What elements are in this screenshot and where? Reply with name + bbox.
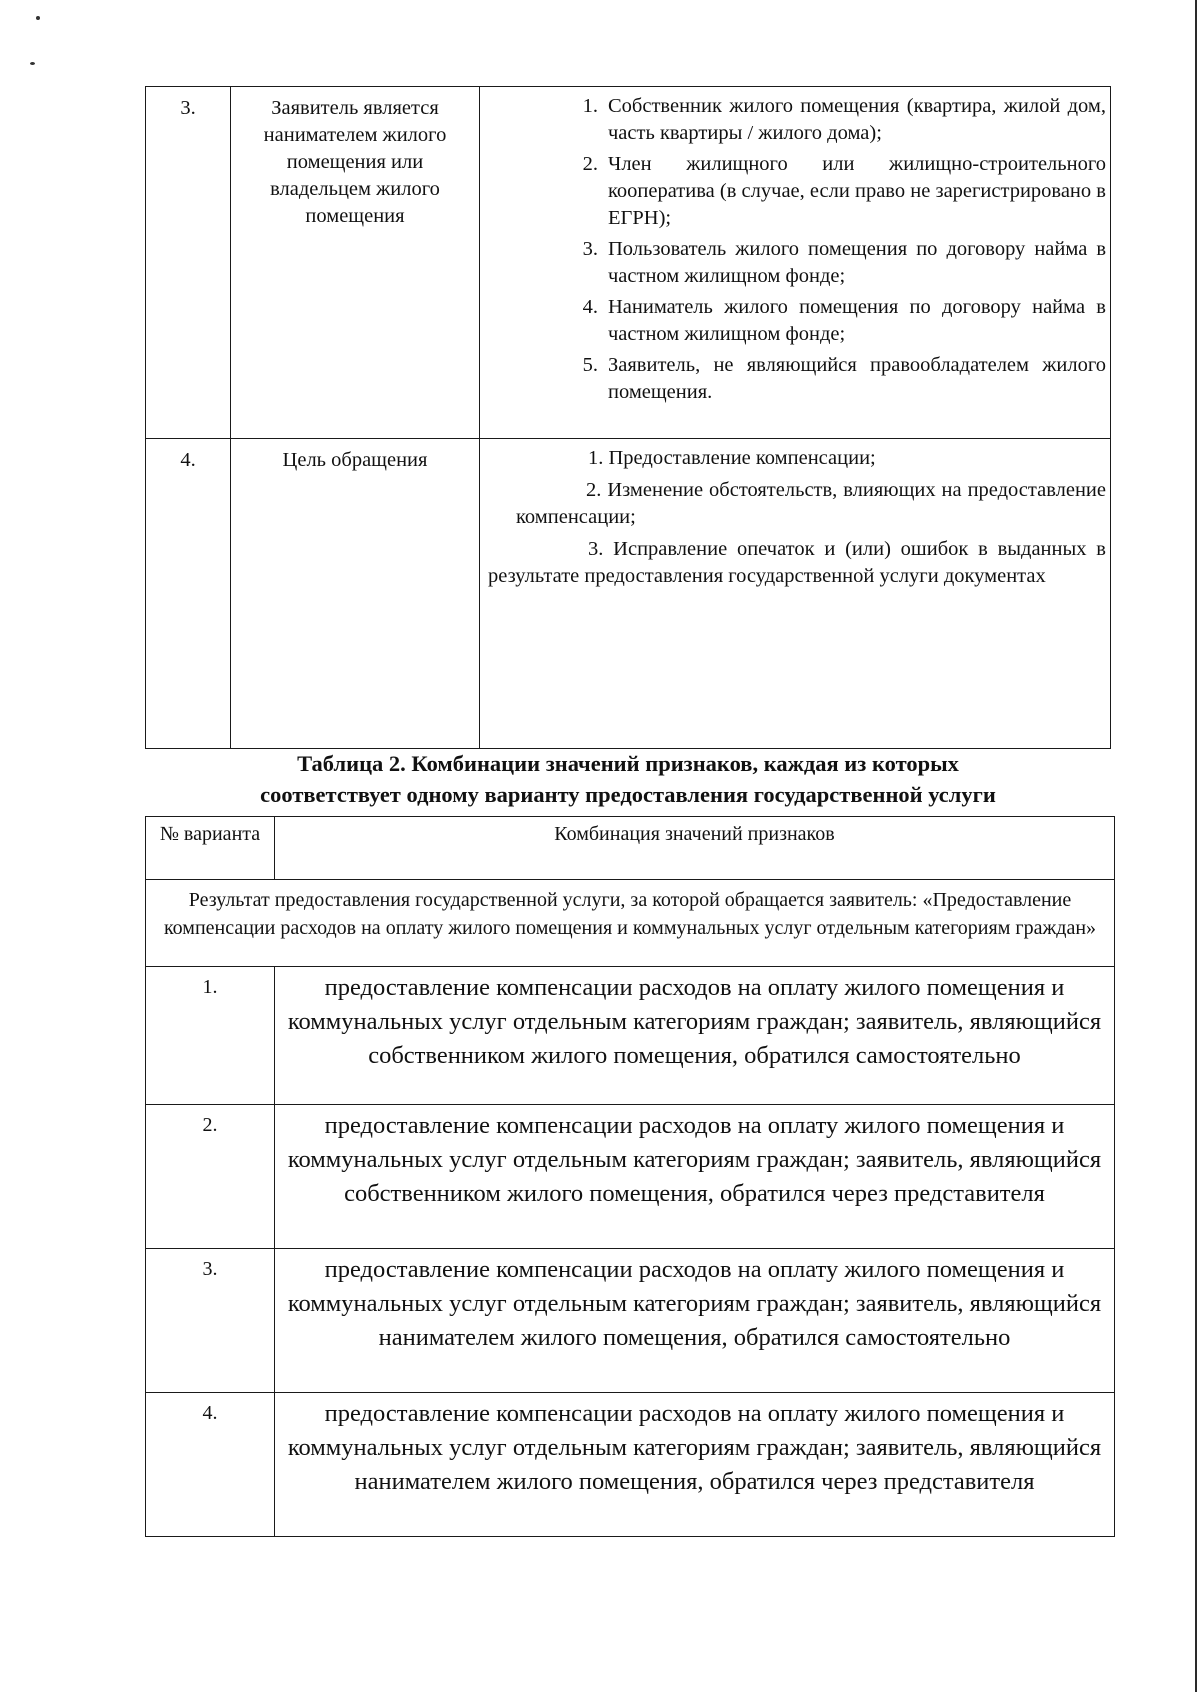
result-row: [146, 880, 1115, 967]
goal-item: 3. Исправление опечаток и (или) ошибок в выданных в результате предоставления государственной услуги документах: [488, 538, 1106, 587]
table-row: [146, 967, 1115, 1105]
variant-combination: предоставление компенсации расходов на оплату жилого помещения и коммунальных услуг отдельным категориям граждан; заявитель, являющийся собственником жилого помещения, обратился через представителя: [275, 1105, 1115, 1249]
combinations-table: [145, 816, 1115, 1537]
column-header-number: № варианта: [146, 817, 275, 880]
table-row: [146, 439, 1111, 749]
column-header-combination: Комбинация значений признаков: [275, 817, 1115, 880]
variant-combination: предоставление компенсации расходов на оплату жилого помещения и коммунальных услуг отдельным категориям граждан; заявитель, являющийся нанимателем жилого помещения, обратился через представителя: [275, 1393, 1115, 1537]
list-item: 3. Пользователь жилого помещения по договору найма в частном жилищном фонде;: [582, 238, 1106, 287]
table-row: [146, 1105, 1115, 1249]
goal-item: 2. Изменение обстоятельств, влияющих на предоставление компенсации;: [516, 479, 1106, 528]
attribute-values: [480, 439, 1111, 749]
service-result: Результат предоставления государственной услуги, за которой обращается заявитель: «Предоставление компенсации расходов на оплату жилого помещения и коммунальных услуг отдельным категориям граждан»: [146, 880, 1115, 967]
variant-number: 2.: [146, 1105, 275, 1249]
table-row: [146, 87, 1111, 439]
list-item: 2. Член жилищного или жилищно-строительного кооператива (в случае, если право не зарегистрировано в ЕГРН);: [582, 153, 1106, 229]
goal-item: 1. Предоставление компенсации;: [588, 447, 876, 469]
caption-line: соответствует одному варианту предоставления государственной услуги: [260, 782, 996, 807]
attribute-name: Цель обращения: [231, 439, 480, 749]
variant-number: 3.: [146, 1249, 275, 1393]
variant-combination: предоставление компенсации расходов на оплату жилого помещения и коммунальных услуг отдельным категориям граждан; заявитель, являющийся нанимателем жилого помещения, обратился самостоятельно: [275, 1249, 1115, 1393]
list-item: 5. Заявитель, не являющийся правообладателем жилого помещения.: [582, 354, 1106, 403]
row-number: 4.: [146, 439, 231, 749]
table-row: [146, 1249, 1115, 1393]
table-caption: [145, 748, 1111, 810]
list-item: 4. Наниматель жилого помещения по договору найма в частном жилищном фонде;: [582, 296, 1106, 345]
caption-line: Таблица 2. Комбинации значений признаков, каждая из которых: [297, 751, 959, 776]
header-row: [146, 817, 1115, 880]
table-row: [146, 1393, 1115, 1537]
attribute-name: Заявитель является нанимателем жилого помещения или владельцем жилого помещения: [231, 87, 480, 439]
row-number: 3.: [146, 87, 231, 439]
attributes-table: [145, 86, 1111, 749]
list-item: 1. Собственник жилого помещения (квартира, жилой дом, часть квартиры / жилого дома);: [582, 95, 1106, 144]
variant-combination: предоставление компенсации расходов на оплату жилого помещения и коммунальных услуг отдельным категориям граждан; заявитель, являющийся собственником жилого помещения, обратился самостоятельно: [275, 967, 1115, 1105]
variant-number: 4.: [146, 1393, 275, 1537]
scan-speck: [30, 62, 35, 65]
variant-number: 1.: [146, 967, 275, 1105]
values-list: [488, 93, 1106, 406]
scan-edge-line: [1195, 0, 1197, 1692]
scan-speck: [36, 16, 40, 20]
attribute-values: [480, 87, 1111, 439]
